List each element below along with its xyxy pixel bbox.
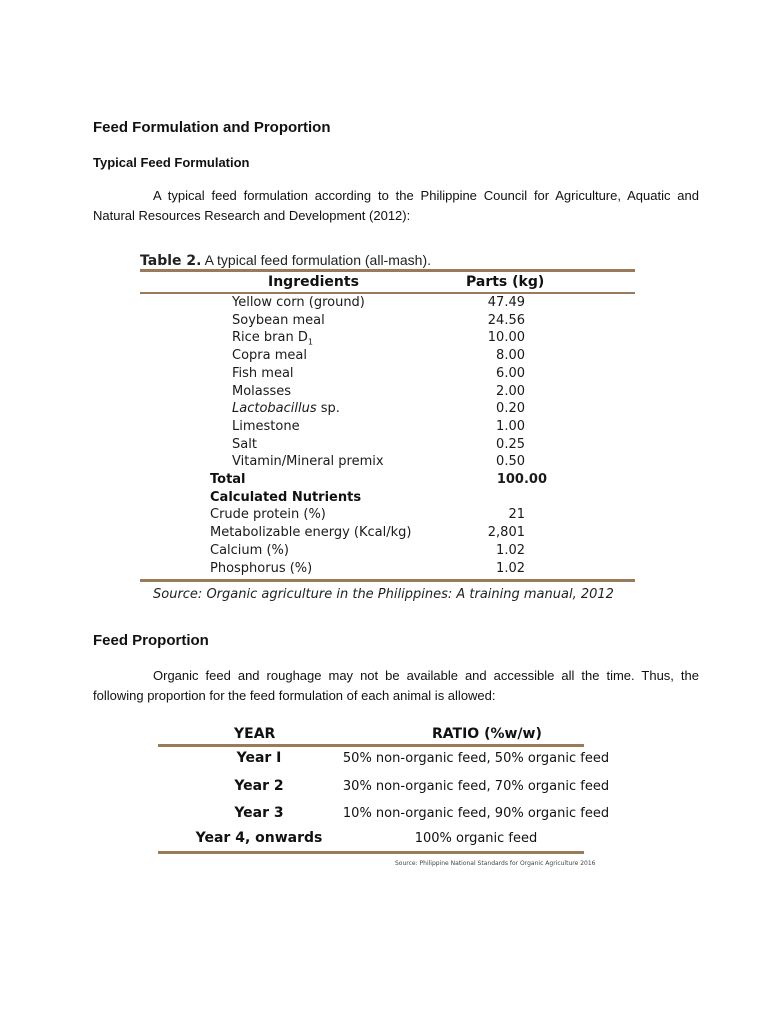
table2-ingredient-name (232, 313, 325, 328)
table2-nutrient-value: 1.02 (496, 560, 525, 576)
table3-year-cell: Year 3 (234, 805, 284, 821)
table2-parts-value: 0.50 (496, 454, 525, 470)
ingredient-label: Vitamin/Mineral premix (232, 454, 384, 470)
table2-source: Source: Organic agriculture in the Philippines: A training manual, 2012 (153, 587, 614, 602)
ingredient-label: Lactobacillus (232, 401, 317, 417)
table3-ratio-cell: 100% organic feed (414, 831, 538, 846)
table2-ingredient-name (232, 419, 300, 434)
table2-nutrients-label: Calculated Nutrients (210, 489, 362, 505)
ingredient-suffix: sp. (316, 401, 340, 417)
table2-caption-text: A typical feed formulation (all-mash). (204, 252, 432, 268)
table2-parts-value: 2.00 (496, 383, 525, 399)
table2-parts-value: 47.49 (487, 295, 525, 310)
table2-nutrient-value: 1.02 (496, 542, 525, 558)
table3-ratio-cell: 30% non-organic feed, 70% organic feed (342, 779, 610, 794)
table2-ingredient-name (232, 366, 294, 381)
table2-parts-value: 1.00 (496, 418, 525, 434)
section-title: Feed Formulation and Proportion (93, 119, 331, 136)
ingredient-label: Salt (232, 436, 257, 452)
table2-parts-value: 6.00 (496, 365, 525, 381)
ingredient-label: Soybean meal (232, 312, 325, 328)
table2-nutrient-name: Phosphorus (%) (210, 560, 313, 576)
proportion-heading: Feed Proportion (93, 632, 209, 649)
table3-col-ratio: RATIO (%w/w) (432, 726, 542, 742)
table3-source: Source: Philippine National Standards for Organic Agriculture 2016 (395, 860, 596, 867)
table2-parts-value: 8.00 (496, 348, 525, 364)
table2-ingredient-name (232, 348, 307, 363)
ingredient-label: Molasses (232, 383, 292, 399)
table3-year-cell: Year 2 (234, 778, 284, 794)
table2-nutrient-name: Metabolizable energy (Kcal/kg) (210, 525, 412, 541)
table3-bottom-rule (158, 851, 584, 854)
table3-col-year: YEAR (234, 726, 276, 742)
table2-ingredient-name (232, 295, 365, 310)
table3-year-cell: Year 4, onwards (195, 830, 323, 846)
table2-col-ingredients: Ingredients (268, 274, 359, 290)
table2-ingredient-name (232, 454, 384, 469)
intro-paragraph: A typical feed formulation according to the Philippine Council for Agriculture, Aquatic and Natural Resources Research and Development (2012): (93, 188, 699, 223)
table2-nutrient-name: Crude protein (%) (210, 507, 326, 523)
table2-header-rule (140, 292, 635, 294)
table2-col-parts: Parts (kg) (466, 274, 545, 290)
ingredient-label: Rice bran D (232, 330, 308, 346)
ingredient-label: Limestone (232, 418, 300, 434)
ingredient-label: Yellow corn (ground) (232, 295, 365, 310)
ingredient-label: Copra meal (232, 348, 307, 364)
typical-heading: Typical Feed Formulation (93, 155, 250, 170)
table2-nutrient-name: Calcium (%) (210, 542, 289, 558)
ingredient-label: Fish meal (232, 365, 294, 381)
table2-nutrient-value: 2,801 (487, 525, 525, 541)
table3-ratio-cell: 10% non-organic feed, 90% organic feed (342, 806, 610, 821)
table3-header-rule (158, 744, 584, 747)
proportion-paragraph: Organic feed and roughage may not be available and accessible all the time. Thus, the following proportion for the feed formulation of each animal is allowed: (93, 668, 699, 703)
table2-bottom-rule (140, 579, 635, 582)
table2-total-label: Total (210, 472, 246, 487)
table2-caption-label: Table 2. (140, 253, 202, 269)
table2-caption (140, 252, 431, 269)
table2-parts-value: 24.56 (487, 312, 525, 328)
table2-nutrient-value: 21 (508, 507, 525, 523)
table2-ingredient-name (232, 437, 257, 452)
table2-top-rule (140, 269, 635, 272)
table2-parts-value: 10.00 (487, 330, 525, 346)
table3-year-cell: Year I (236, 750, 282, 766)
table3-ratio-cell: 50% non-organic feed, 50% organic feed (342, 751, 610, 766)
table2-parts-value: 0.25 (496, 436, 525, 452)
table2-ingredient-name (232, 401, 340, 416)
table2-total-value: 100.00 (496, 472, 547, 487)
table2-ingredient-name (232, 330, 313, 347)
table2-parts-value: 0.20 (496, 401, 525, 417)
table2-ingredient-name (232, 384, 291, 399)
ingredient-subscript: 1 (307, 337, 313, 347)
